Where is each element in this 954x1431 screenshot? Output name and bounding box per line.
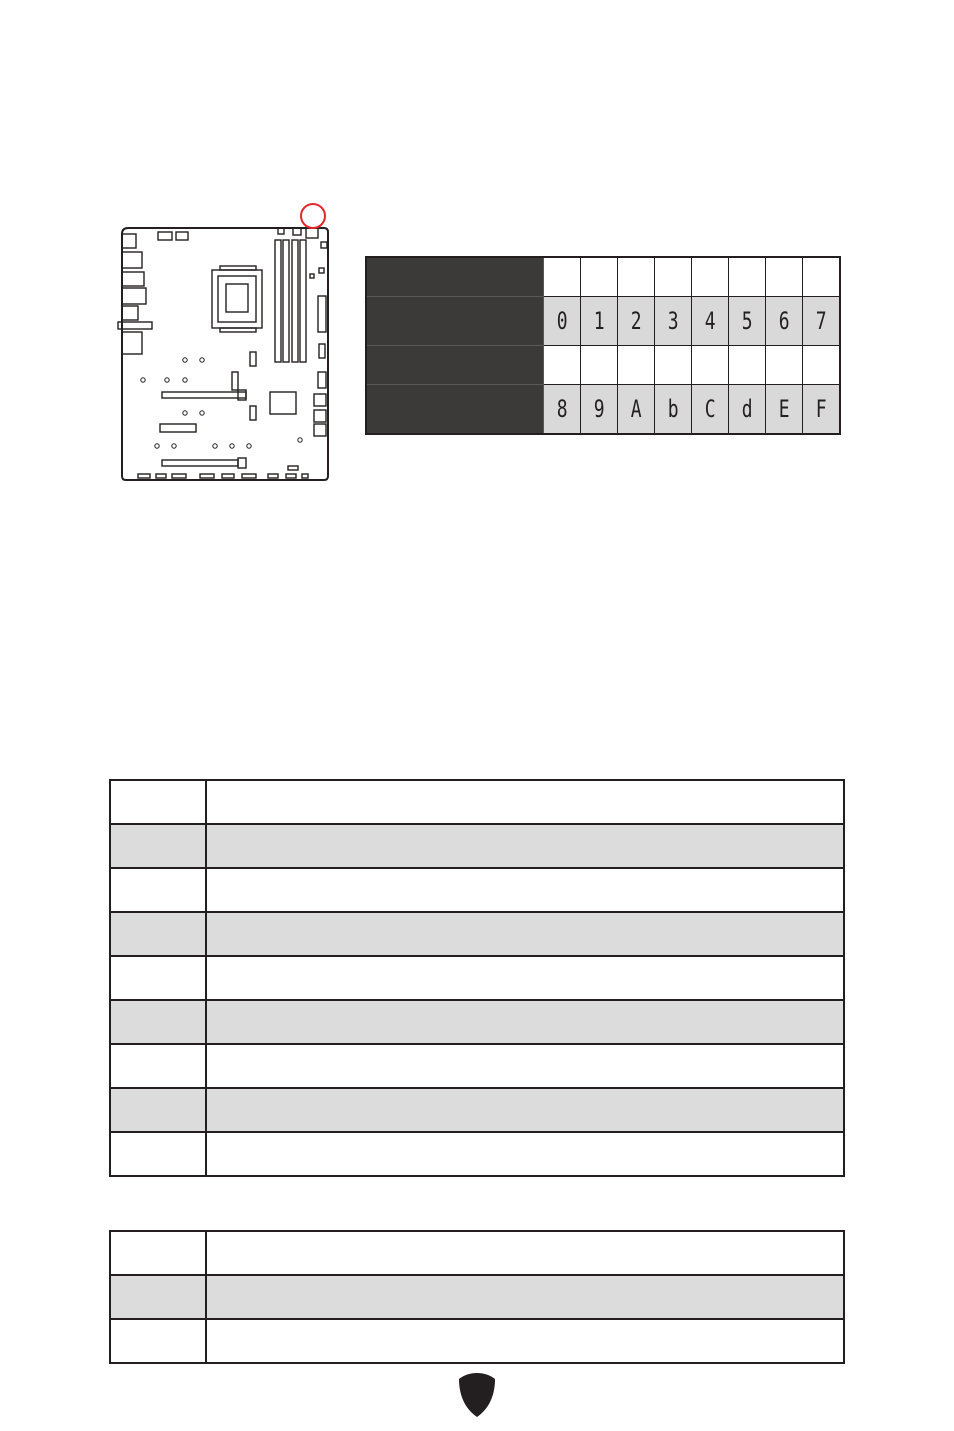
hex-table-row — [366, 385, 840, 435]
hex-digit: A — [630, 395, 642, 423]
hex-blank-cell — [803, 346, 841, 385]
hex-digit: C — [704, 395, 716, 423]
table-row — [110, 780, 844, 824]
hex-digit-cell — [729, 297, 766, 346]
hex-digit-cell — [655, 297, 692, 346]
description-cell — [206, 1319, 844, 1363]
hex-digit-cell — [766, 297, 803, 346]
hex-blank-cell — [618, 346, 655, 385]
code-cell — [110, 868, 206, 912]
code-cell — [110, 780, 206, 824]
hex-digit: 4 — [704, 307, 716, 335]
hex-digit: 9 — [593, 395, 605, 423]
description-cell — [206, 1088, 844, 1132]
hex-blank-cell — [729, 346, 766, 385]
hex-digit-cell — [544, 297, 581, 346]
description-cell — [206, 1231, 844, 1275]
table-row — [110, 1044, 844, 1088]
hex-digit: 1 — [593, 307, 605, 335]
hex-digit-cell — [544, 385, 581, 435]
code-cell — [110, 912, 206, 956]
hex-digit-cell — [692, 297, 729, 346]
code-cell — [110, 1319, 206, 1363]
hex-blank-cell — [729, 257, 766, 297]
hex-table-row — [366, 346, 840, 385]
code-cell — [110, 956, 206, 1000]
hex-blank-cell — [544, 257, 581, 297]
hex-digit: 3 — [667, 307, 679, 335]
description-cell — [206, 956, 844, 1000]
description-cell — [206, 824, 844, 868]
description-cell — [206, 868, 844, 912]
hex-digit-cell — [729, 385, 766, 435]
table-row — [110, 912, 844, 956]
hex-digit: 8 — [556, 395, 568, 423]
hex-digit-cell — [581, 385, 618, 435]
table-row — [110, 956, 844, 1000]
code-cell — [110, 1275, 206, 1319]
hex-digit: d — [741, 395, 753, 423]
code-cell — [110, 824, 206, 868]
table-row — [110, 1088, 844, 1132]
hex-blank-cell — [581, 346, 618, 385]
hex-row-label — [366, 385, 544, 435]
hex-blank-cell — [692, 257, 729, 297]
hex-digit-cell — [618, 297, 655, 346]
hex-blank-cell — [766, 346, 803, 385]
table-row — [110, 1132, 844, 1176]
hex-digit: 0 — [556, 307, 568, 335]
code-table-2 — [109, 1230, 845, 1364]
table-row — [110, 824, 844, 868]
highlight-circle — [301, 204, 325, 228]
hex-blank-cell — [544, 346, 581, 385]
description-cell — [206, 780, 844, 824]
hex-digit: 7 — [815, 307, 827, 335]
hex-digit-cell — [655, 385, 692, 435]
description-cell — [206, 1275, 844, 1319]
hex-blank-cell — [581, 257, 618, 297]
hex-blank-cell — [655, 257, 692, 297]
table-row — [110, 1000, 844, 1044]
code-cell — [110, 1088, 206, 1132]
shield-icon — [457, 1372, 497, 1418]
code-table-1 — [109, 779, 845, 1177]
hex-row-label — [366, 297, 544, 346]
code-cell — [110, 1044, 206, 1088]
hex-digit: E — [778, 395, 790, 423]
hex-blank-cell — [618, 257, 655, 297]
hex-digit: F — [815, 395, 827, 423]
description-cell — [206, 912, 844, 956]
motherboard-diagram — [110, 200, 340, 490]
table-row — [110, 1275, 844, 1319]
hex-code-table — [365, 256, 841, 435]
hex-digit-cell — [766, 385, 803, 435]
description-cell — [206, 1044, 844, 1088]
hex-blank-cell — [803, 257, 841, 297]
hex-blank-cell — [766, 257, 803, 297]
hex-digit: 5 — [741, 307, 753, 335]
hex-row-label — [366, 346, 544, 385]
hex-digit-cell — [581, 297, 618, 346]
hex-digit-cell — [692, 385, 729, 435]
code-cell — [110, 1231, 206, 1275]
hex-digit: b — [667, 395, 679, 423]
code-cell — [110, 1000, 206, 1044]
description-cell — [206, 1000, 844, 1044]
hex-blank-cell — [692, 346, 729, 385]
table-row — [110, 1319, 844, 1363]
hex-digit: 2 — [630, 307, 642, 335]
hex-blank-cell — [655, 346, 692, 385]
table-row — [110, 1231, 844, 1275]
hex-digit-cell — [803, 297, 841, 346]
table-row — [110, 868, 844, 912]
hex-digit: 6 — [778, 307, 790, 335]
hex-digit-cell — [618, 385, 655, 435]
description-cell — [206, 1132, 844, 1176]
hex-row-label — [366, 257, 544, 297]
code-cell — [110, 1132, 206, 1176]
hex-digit-cell — [803, 385, 841, 435]
hex-table-row — [366, 297, 840, 346]
hex-table-row — [366, 257, 840, 297]
